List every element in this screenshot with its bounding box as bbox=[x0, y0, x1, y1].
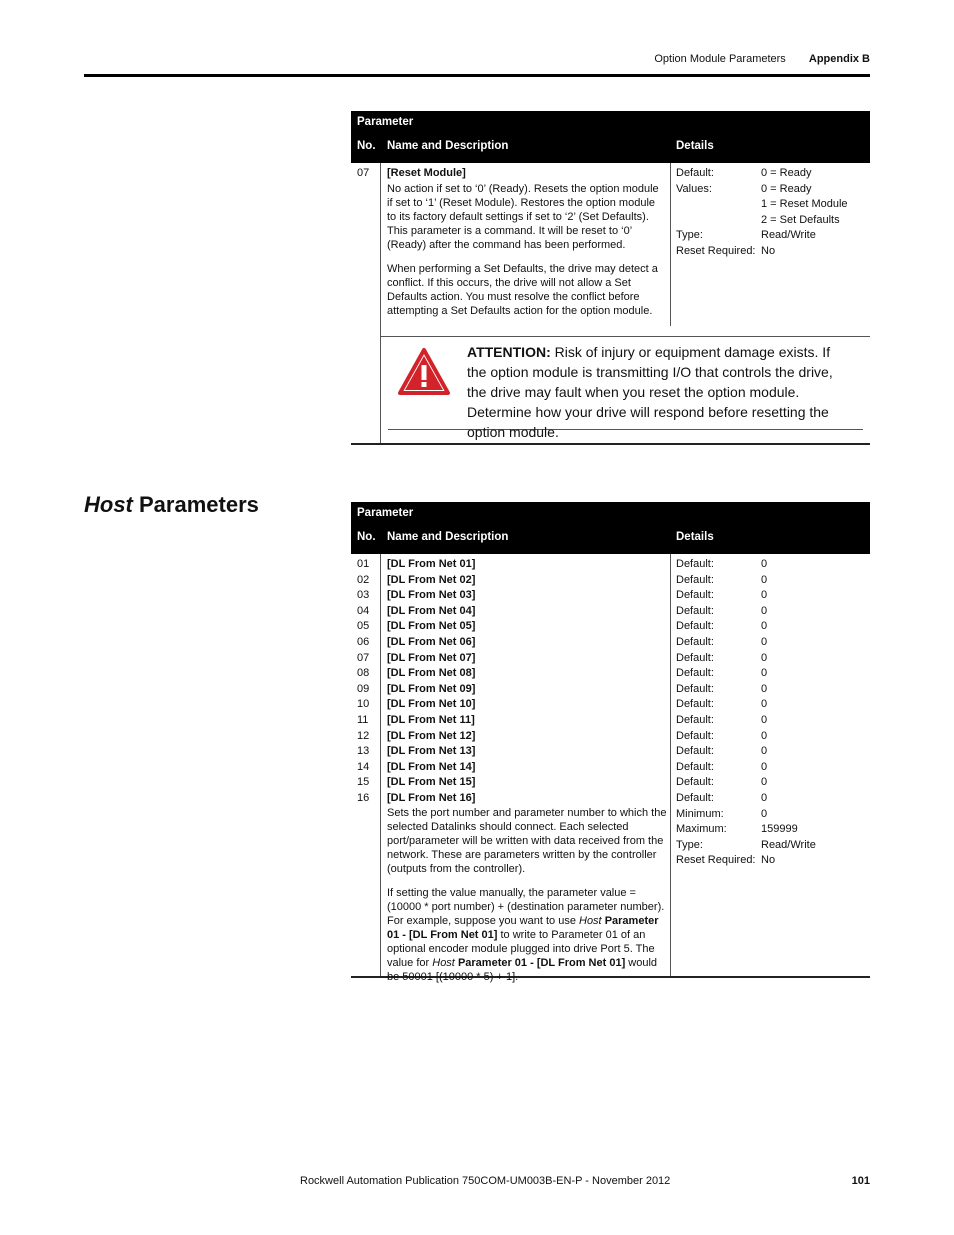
detail-value: 0 bbox=[761, 745, 768, 758]
detail-label: Default: bbox=[676, 667, 714, 680]
param-name: [DL From Net 11] bbox=[387, 714, 475, 726]
section-title-host: Host bbox=[84, 492, 133, 517]
header-no: No. bbox=[357, 140, 376, 152]
detail-label: Default: bbox=[676, 589, 714, 602]
detail-value: 0 bbox=[761, 604, 768, 617]
param-name: [DL From Net 06] bbox=[387, 636, 476, 648]
detail-label: Default: bbox=[676, 573, 714, 586]
detail-label: Maximum: bbox=[676, 823, 727, 836]
param-desc-2: When performing a Set Defaults, the drive may detect a conflict. If this occurs, the drive will not allow a Set Defaults action. You must resolve the conflict before attempting a Set Defaults action for the option module. bbox=[387, 263, 658, 317]
detail-value: 0 bbox=[761, 698, 768, 711]
footer-publication: Rockwell Automation Publication 750COM-UM003B-EN-P - November 2012 bbox=[300, 1175, 671, 1187]
param-no: 06 bbox=[357, 636, 370, 648]
detail-value: Read/Write bbox=[761, 229, 816, 242]
detail-label: Default: bbox=[676, 620, 714, 633]
detail-row bbox=[676, 791, 767, 807]
header-details: Details bbox=[676, 531, 714, 543]
header-parameter: Parameter bbox=[357, 116, 414, 128]
param-name: [DL From Net 15] bbox=[387, 776, 476, 789]
detail-value: 0 bbox=[761, 760, 768, 773]
desc-text: would be 50001 [(10000 * 5) + 1]. bbox=[387, 957, 658, 983]
attention-text: Risk of injury or equipment damage exists. If the option module is transmitting I/O that controls the drive, the drive may fault when you reset the option module. Determine how your drive will respond before resetting the option module. bbox=[467, 344, 833, 440]
param-description bbox=[387, 166, 667, 328]
param-name: [DL From Net 14] bbox=[387, 760, 476, 773]
detail-value: 0 bbox=[761, 667, 768, 680]
header-section: Option Module Parameters bbox=[654, 53, 786, 65]
detail-row bbox=[676, 604, 767, 620]
detail-row bbox=[676, 651, 767, 667]
param-no: 07 bbox=[357, 651, 370, 664]
detail-label: Default: bbox=[676, 760, 714, 773]
desc-param-ref: Parameter 01 - [DL From Net 01] bbox=[387, 915, 659, 941]
detail-value: 0 bbox=[761, 807, 768, 820]
detail-label: Type: bbox=[676, 838, 703, 851]
param-no: 16 bbox=[357, 792, 370, 804]
detail-label: Default: bbox=[676, 729, 714, 742]
detail-label: Default: bbox=[676, 714, 714, 726]
warning-triangle-icon bbox=[397, 347, 451, 397]
detail-label: Default: bbox=[676, 776, 714, 789]
detail-value: No bbox=[761, 854, 776, 867]
detail-label: Minimum: bbox=[676, 807, 724, 820]
detail-value: 0 = Ready bbox=[761, 182, 812, 195]
detail-value: 0 bbox=[761, 589, 768, 602]
detail-row bbox=[676, 573, 767, 589]
detail-value: 0 bbox=[761, 558, 768, 570]
detail-row bbox=[676, 760, 767, 776]
header-name-desc: Name and Description bbox=[387, 140, 509, 152]
detail-value: 1 = Reset Module bbox=[761, 198, 848, 211]
param-name: [DL From Net 04] bbox=[387, 604, 476, 617]
table-header bbox=[351, 111, 870, 163]
detail-row bbox=[676, 775, 767, 791]
param-no: 05 bbox=[357, 620, 370, 633]
param-no: 10 bbox=[357, 698, 370, 711]
attention-note bbox=[467, 342, 842, 442]
param-no: 03 bbox=[357, 589, 370, 602]
param-name: [DL From Net 12] bbox=[387, 729, 476, 742]
param-no: 11 bbox=[357, 714, 369, 726]
detail-value: 0 bbox=[761, 573, 768, 586]
detail-value: No bbox=[761, 245, 776, 257]
detail-row bbox=[676, 588, 767, 604]
detail-value: 0 bbox=[761, 792, 768, 804]
detail-value: Read/Write bbox=[761, 838, 816, 851]
detail-label: Default: bbox=[676, 636, 714, 648]
param-no: 04 bbox=[357, 604, 370, 617]
detail-label: Default: bbox=[676, 604, 714, 617]
param-name: [DL From Net 05] bbox=[387, 620, 476, 633]
attention-label: ATTENTION: bbox=[467, 344, 551, 360]
detail-row bbox=[676, 713, 767, 729]
param-name: [DL From Net 16] bbox=[387, 792, 476, 804]
desc-param-ref: Parameter 01 - [DL From Net 01] bbox=[457, 957, 626, 969]
desc-text: to write to Parameter 01 of an optional encoder module plugged into drive Port 5. The value for bbox=[387, 929, 655, 969]
host-param-table bbox=[351, 502, 870, 983]
detail-value: 0 bbox=[761, 776, 768, 789]
col-divider-details bbox=[670, 163, 671, 326]
detail-label: Default: bbox=[676, 651, 714, 664]
param-name: [DL From Net 13] bbox=[387, 745, 476, 758]
section-title bbox=[84, 492, 259, 518]
detail-row bbox=[676, 213, 840, 229]
param-no: 15 bbox=[357, 776, 370, 789]
detail-row bbox=[676, 682, 767, 698]
detail-value: 0 bbox=[761, 651, 768, 664]
param-name: [Reset Module] bbox=[387, 167, 466, 179]
detail-value: 0 bbox=[761, 636, 768, 648]
param-no: 12 bbox=[357, 729, 370, 742]
detail-label: Default: bbox=[676, 698, 714, 711]
detail-label: Default: bbox=[676, 745, 714, 758]
param-no: 14 bbox=[357, 760, 370, 773]
param-name: [DL From Net 10] bbox=[387, 698, 476, 711]
table-bottom-rule bbox=[351, 443, 870, 445]
running-header bbox=[654, 53, 870, 65]
header-details: Details bbox=[676, 140, 714, 152]
param-no: 07 bbox=[357, 167, 370, 179]
detail-label: Type: bbox=[676, 229, 703, 242]
param-no: 02 bbox=[357, 573, 370, 586]
detail-value: 0 = Ready bbox=[761, 167, 812, 179]
col-divider-no bbox=[380, 554, 381, 977]
detail-value: 159999 bbox=[761, 823, 798, 836]
param-description bbox=[387, 806, 667, 994]
detail-row bbox=[676, 807, 767, 823]
col-divider-no bbox=[380, 163, 381, 444]
param-name: [DL From Net 03] bbox=[387, 589, 476, 602]
detail-value: 0 bbox=[761, 729, 768, 742]
header-rule bbox=[84, 74, 870, 77]
detail-value: 0 bbox=[761, 620, 768, 633]
param-no: 08 bbox=[357, 667, 370, 680]
param-desc-1: No action if set to ‘0’ (Ready). Resets the option module if set to ‘1’ (Reset Module). Restores the option module to its factory default settings if set to ‘2’ (Set Defaults). This parameter is a command. It will be reset to ‘0’ (Ready) after the command has been performed. bbox=[387, 183, 659, 251]
detail-label: Default: bbox=[676, 682, 714, 695]
detail-label: Default: bbox=[676, 167, 714, 179]
param-no: 09 bbox=[357, 682, 370, 695]
detail-value: 2 = Set Defaults bbox=[761, 213, 840, 226]
param-desc-2 bbox=[387, 886, 667, 984]
header-no: No. bbox=[357, 531, 376, 543]
detail-label: Values: bbox=[676, 182, 712, 195]
detail-row bbox=[676, 635, 767, 651]
desc-host: Host bbox=[432, 957, 455, 969]
attention-top-rule bbox=[380, 336, 870, 337]
param-name: [DL From Net 07] bbox=[387, 651, 476, 664]
param-name: [DL From Net 01] bbox=[387, 558, 476, 570]
detail-row bbox=[676, 822, 798, 838]
detail-row bbox=[676, 619, 767, 635]
detail-value: 0 bbox=[761, 682, 768, 695]
section-title-rest: Parameters bbox=[132, 492, 259, 517]
param-name: [DL From Net 02] bbox=[387, 573, 476, 586]
detail-label: Default: bbox=[676, 792, 714, 804]
detail-row bbox=[676, 838, 816, 854]
param-no: 01 bbox=[357, 558, 370, 570]
detail-row bbox=[676, 228, 816, 244]
detail-row bbox=[676, 197, 848, 213]
desc-text: If setting the value manually, the parameter value = (10000 * port number) + (destination parameter number). For example, suppose you want to use bbox=[387, 887, 665, 927]
col-divider-details bbox=[670, 554, 671, 977]
detail-row bbox=[676, 697, 767, 713]
detail-label: Default: bbox=[676, 558, 714, 570]
detail-row bbox=[676, 557, 767, 573]
header-name-desc: Name and Description bbox=[387, 531, 509, 543]
detail-row bbox=[676, 244, 775, 260]
detail-row bbox=[676, 166, 811, 182]
detail-value: 0 bbox=[761, 714, 768, 726]
table-header bbox=[351, 502, 870, 554]
param-no: 13 bbox=[357, 745, 370, 758]
header-appendix: Appendix B bbox=[808, 53, 870, 65]
detail-row bbox=[676, 729, 767, 745]
detail-label: Reset Required: bbox=[676, 245, 756, 257]
header-parameter: Parameter bbox=[357, 507, 414, 519]
detail-row bbox=[676, 182, 811, 198]
desc-host: Host bbox=[579, 915, 602, 927]
detail-row bbox=[676, 744, 767, 760]
detail-label: Reset Required: bbox=[676, 854, 756, 867]
detail-row bbox=[676, 853, 775, 869]
param-name: [DL From Net 08] bbox=[387, 667, 476, 680]
page-number: 101 bbox=[851, 1175, 870, 1187]
detail-row bbox=[676, 666, 767, 682]
param-name: [DL From Net 09] bbox=[387, 682, 476, 695]
param-desc-1: Sets the port number and parameter number to which the selected Datalinks should connect. Each selected port/parameter will be written with data received from the network. These are parameters written by the controller (outputs from the controller). bbox=[387, 807, 667, 875]
